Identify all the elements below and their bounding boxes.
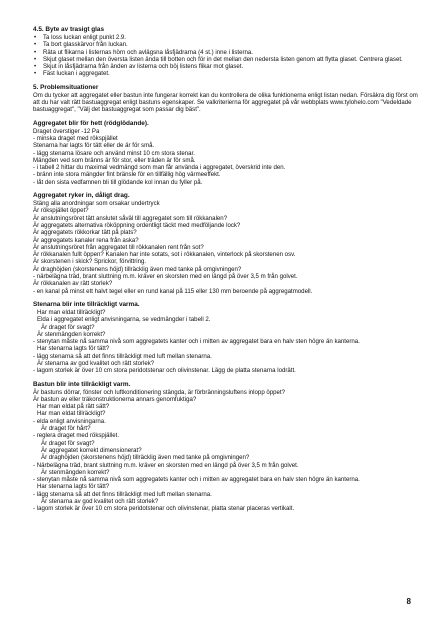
text-line: - i tabell 2 hittar du maximal vedmängd som man får använda i aggregatet, överskrid inte den. bbox=[33, 164, 286, 172]
text-line: Är draget för svagt? bbox=[41, 439, 95, 447]
text-line: Stäng alla anordningar som orsakar undertryck bbox=[33, 200, 160, 208]
text-line: - minska draget med rökspjället bbox=[33, 134, 118, 142]
text-line: - lägg stenarna lösare och använd minst 10 cm stora stenar. bbox=[33, 149, 195, 157]
page-number: 8 bbox=[406, 597, 411, 606]
list-item: • Ta bort glasskärvor från luckan. bbox=[33, 41, 418, 48]
document-page bbox=[33, 26, 418, 513]
text-line: Är skorstenen i skick? Sprickor, förvittring. bbox=[33, 258, 147, 266]
text-line: - närbelägna träd, brant sluttning m.m. kräver en skorsten med en längd på över 3,5 m från golvet. bbox=[33, 273, 298, 281]
text-line: Är stenarna av god kvalitet och rätt storlek? bbox=[37, 359, 155, 367]
list-item: • Räta ut flikarna i listernas hörn och avlägsna låsfjädrarna (4 st.) inne i listerna. bbox=[33, 49, 418, 56]
list-item: • Ta loss luckan enligt punkt 2.9. bbox=[33, 34, 418, 41]
text-line: Mängden ved som bränns är för stor, eller träden är för små. bbox=[33, 156, 196, 164]
list-item: • Skjut in låsfjädrarna från änden av listerna och böj listens flikar mot glaset. bbox=[33, 63, 418, 70]
text-line: Är bastun av eller träkonstruktionerna annars genomfuktiga? bbox=[33, 395, 197, 403]
text-line: Har stenarna lagts för tätt? bbox=[37, 483, 110, 491]
text-line: - lägg stenarna så att det finns tillräckligt med luft mellan stenarna. bbox=[33, 352, 212, 360]
text-line: - stenytan måste nå samma nivå som aggregatets kanter och i mitten av aggregatet bara en halv sten högre än kanterna. bbox=[33, 476, 360, 484]
text-line: Är bastuns dörrar, fönster och luftkonditionering stängda, är förbränningsluftens inlopp öppet? bbox=[33, 388, 286, 396]
text-line: Har man eldat tillräckligt? bbox=[37, 308, 106, 316]
text-line: - bränn inte stora mängder fint bränsle för en tillfällig hög värmeeffekt. bbox=[33, 171, 221, 179]
list-item: • Skjut glaset mellan den översta listen ända till botten och för in det mellan den nedersta listen genom att flytta glaset. Centrera glaset. bbox=[33, 56, 418, 63]
text-line: Har stenarna lagts för tätt? bbox=[37, 345, 110, 353]
text-line: Är draget för svagt? bbox=[41, 323, 95, 331]
text-line: Har man eldat tillräckligt? bbox=[37, 410, 106, 418]
text-line: Elda i aggregatet enligt anvisningarna, se vedmängder i tabell 2. bbox=[37, 316, 211, 324]
text-line: Är aggregatet korrekt dimensionerat? bbox=[41, 446, 142, 454]
text-line: Är aggregatets kanaler rena från aska? bbox=[33, 236, 139, 244]
text-line: Är anslutningsröret från aggregatet till rökkanalen rent från sot? bbox=[33, 243, 204, 251]
text-line: - låt den sista vedfamnen bli till glödande kol innan du fyller på. bbox=[33, 178, 203, 186]
sauna-lines bbox=[33, 389, 418, 513]
text-line: Draget överstiger -12 Pa bbox=[33, 127, 100, 135]
section-heading-glass: 4.5. Byte av trasigt glas bbox=[33, 26, 105, 33]
text-line: Är stenmängden korrekt? bbox=[37, 330, 106, 338]
text-line: Är anslutningsröret tätt anslutet såväl till aggregatet som till rökkanalen? bbox=[33, 214, 228, 222]
glass-steps-list bbox=[33, 34, 418, 78]
text-line: Är draget för hårt? bbox=[41, 425, 91, 433]
subheading-sauna: Bastun blir inte tillräckligt varm. bbox=[33, 380, 131, 388]
problems-intro: Om du tycker att aggregatet eller bastun inte fungerar korrekt kan du kontrollera de olika funktionerna enligt listan nedan. Försäkra dig först om att du har valt rätt bastuaggregat enligt bastuns egenskaper. Se valkriterierna för aggregatet på vår webbplats www.tylohelo.com "Vedeldade bastuaggregat", "Välj det bastuaggregat som passar dig bäst". bbox=[33, 91, 418, 114]
text-line: Är aggregatets rökkorkar tätt på plats? bbox=[33, 229, 137, 237]
text-line: - lagom storlek är över 10 cm stora peridotstenar och olivinstenar, platta stenar placeras vertikalt. bbox=[33, 505, 295, 513]
text-line: - en kanal på minst ett halvt tegel eller en rund kanal på 115 eller 130 mm beroende på aggregatmodell. bbox=[33, 287, 313, 295]
section-heading-problems: 5. Problemsituationer bbox=[33, 83, 99, 91]
text-line: Är rökkanalen av rätt storlek? bbox=[33, 280, 113, 288]
text-line: - elda enligt anvisningarna. bbox=[33, 417, 106, 425]
text-line: Är draghöjden (skorstenens höjd) tillräcklig även med tanke på omgivningen? bbox=[41, 454, 250, 462]
text-line: Stenarna har lagts för tätt eller de är för små. bbox=[33, 142, 155, 150]
subheading-too-hot: Aggregatet blir för hett (rödglödande). bbox=[33, 119, 149, 127]
text-line: Är rökspjället öppet? bbox=[33, 207, 89, 215]
too-hot-lines bbox=[33, 128, 418, 186]
text-line: Har man eldat på rätt sätt? bbox=[37, 403, 110, 411]
text-line: Är rökkanalen fullt öppen? Kanalen har inte sotats, sot i rökkanalen, vinterlock på skorstenen osv. bbox=[33, 251, 296, 259]
text-line: - reglera draget med rökspjället. bbox=[33, 432, 120, 440]
text-line: Är stenarna av god kvalitet och rätt storlek? bbox=[41, 498, 159, 506]
smoke-lines bbox=[33, 200, 418, 295]
text-line: - lägg stenarna så att det finns tillräckligt med luft mellan stenarna. bbox=[33, 490, 212, 498]
subheading-stones: Stenarna blir inte tillräckligt varma. bbox=[33, 300, 140, 308]
stones-lines bbox=[33, 309, 418, 375]
text-line: Är stenmängden korrekt? bbox=[41, 468, 110, 476]
text-line: Är aggregatets alternativa rököppning ordentligt täckt med medföljande lock? bbox=[33, 221, 241, 229]
list-item: • Fäst luckan i aggregatet. bbox=[33, 70, 418, 77]
text-line: - Närbelägna träd, brant sluttning m.m. kräver en skorsten med en längd på över 3,5 m från golvet. bbox=[33, 461, 299, 469]
text-line: - lagom storlek är över 10 cm stora peridotstenar och olivinstenar. Lägg de platta stenarna lodrätt. bbox=[33, 367, 296, 375]
subheading-smoke: Aggregatet ryker in, dåligt drag. bbox=[33, 192, 130, 200]
text-line: - stenytan måste nå samma nivå som aggregatets kanter och i mitten av aggregatet bara en halv sten högre än kanterna. bbox=[33, 338, 360, 346]
text-line: Är draghöjden (skorstenens höjd) tillräcklig även med tanke på omgivningen? bbox=[33, 265, 242, 273]
